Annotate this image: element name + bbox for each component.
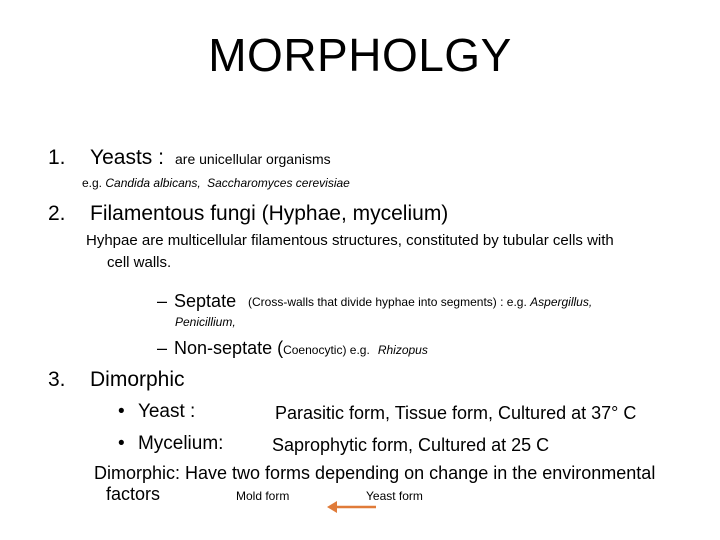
dimorphic-note-line1: Dimorphic: Have two forms depending on change in the environmental [94,463,656,483]
list-number-2: 2. [48,202,66,225]
example-aspergillus: Aspergillus, [530,295,593,309]
example-prefix: e.g. [82,176,103,190]
bullet-mycelium [118,433,223,455]
item-yeasts-heading: Yeasts : [90,146,164,169]
page-title: MORPHOLGY [208,29,512,81]
example-candida: Candida albicans, [105,176,201,190]
example-rhizopus: Rhizopus [377,343,428,357]
septate-desc-row [248,295,592,309]
filamentous-desc-line2: cell walls. [107,254,172,271]
septate-row [157,291,236,312]
item-dimorphic-heading: Dimorphic [90,368,185,391]
mycelium-desc: Saprophytic form, Cultured at 25 C [272,435,550,455]
list-number-3: 3. [48,368,66,391]
example-penicillium: Penicillium, [175,315,236,329]
yeast-label: Yeast : [137,401,196,422]
dimorphic-note-line2: factors [106,484,161,504]
example-penicillium-row [175,315,236,329]
list-number-1: 1. [48,146,66,169]
septate-dash: – [157,291,168,311]
bullet-dot: • [118,401,125,422]
yeasts-example [82,176,350,190]
bullet-dot: • [118,433,125,454]
left-arrow-icon [326,498,378,516]
nonseptate-label: Non-septate ( [174,338,284,358]
item-filamentous-heading: Filamentous fungi (Hyphae, mycelium) [90,202,449,225]
example-saccharomyces: Saccharomyces cerevisiae [207,176,350,190]
yeast-desc: Parasitic form, Tissue form, Cultured at 37° C [275,403,637,423]
mycelium-label: Mycelium: [137,433,224,454]
bullet-yeast [118,401,195,423]
nonseptate-row [157,338,428,359]
nonseptate-desc: Coenocytic) e.g. [283,343,370,357]
mold-form-label: Mold form [236,489,290,503]
item-yeasts-desc: are unicellular organisms [175,151,331,167]
nonseptate-dash: – [157,338,168,358]
septate-desc: (Cross-walls that divide hyphae into segments) : e.g. [248,295,527,309]
filamentous-desc-line1: Hyhpae are multicellular filamentous structures, constituted by tubular cells with [86,232,614,249]
septate-label: Septate [174,291,237,311]
yeast-form-label: Yeast form [366,489,423,503]
